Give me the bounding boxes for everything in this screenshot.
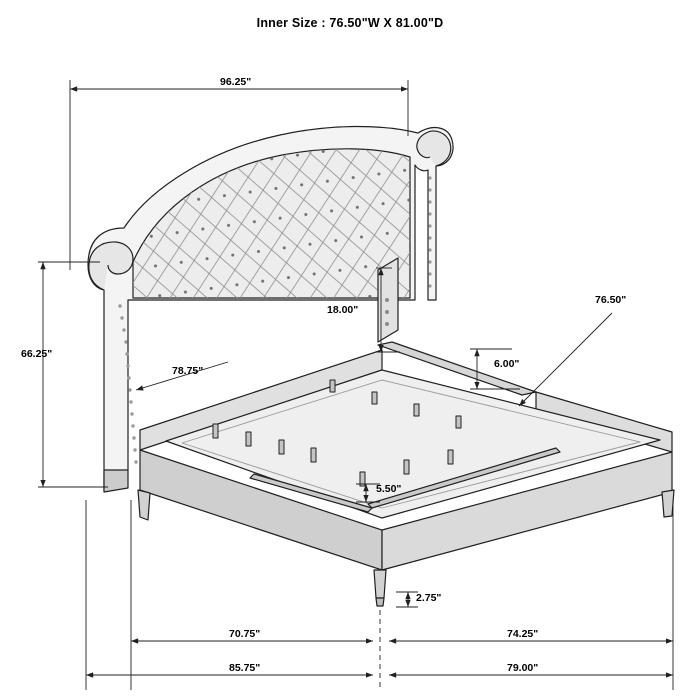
- label-left-overall: 85.75": [229, 662, 261, 674]
- headboard-foot-left: [104, 470, 128, 492]
- label-left-footprint: 70.75": [229, 628, 261, 640]
- label-rail-height: 18.00": [327, 304, 359, 316]
- label-leg-height: 2.75": [416, 592, 442, 604]
- label-overall-width-top: 96.25": [220, 76, 252, 88]
- label-right-overall: 79.00": [507, 662, 539, 674]
- page-title: Inner Size : 76.50"W X 81.00"D: [256, 16, 444, 30]
- label-right-footprint: 74.25": [507, 628, 539, 640]
- label-slat-clearance: 6.00": [494, 358, 520, 370]
- post-bolt-2: [385, 310, 389, 314]
- leg-left-front: [138, 490, 150, 520]
- post-bolt-3: [385, 322, 389, 326]
- leader-mattress-width: [519, 313, 612, 406]
- label-mattress-width: 76.50": [595, 294, 627, 306]
- label-center-support-height: 5.50": [376, 483, 402, 495]
- post-bolt-1: [385, 298, 389, 302]
- leg-front-center-foot: [376, 598, 384, 606]
- tufted-panel-pattern: [133, 149, 410, 298]
- leg-front-center: [374, 570, 386, 598]
- label-headboard-height: 66.25": [21, 348, 53, 360]
- label-headboard-panel-width: 78.75": [172, 365, 204, 377]
- leg-right-rear: [662, 490, 674, 517]
